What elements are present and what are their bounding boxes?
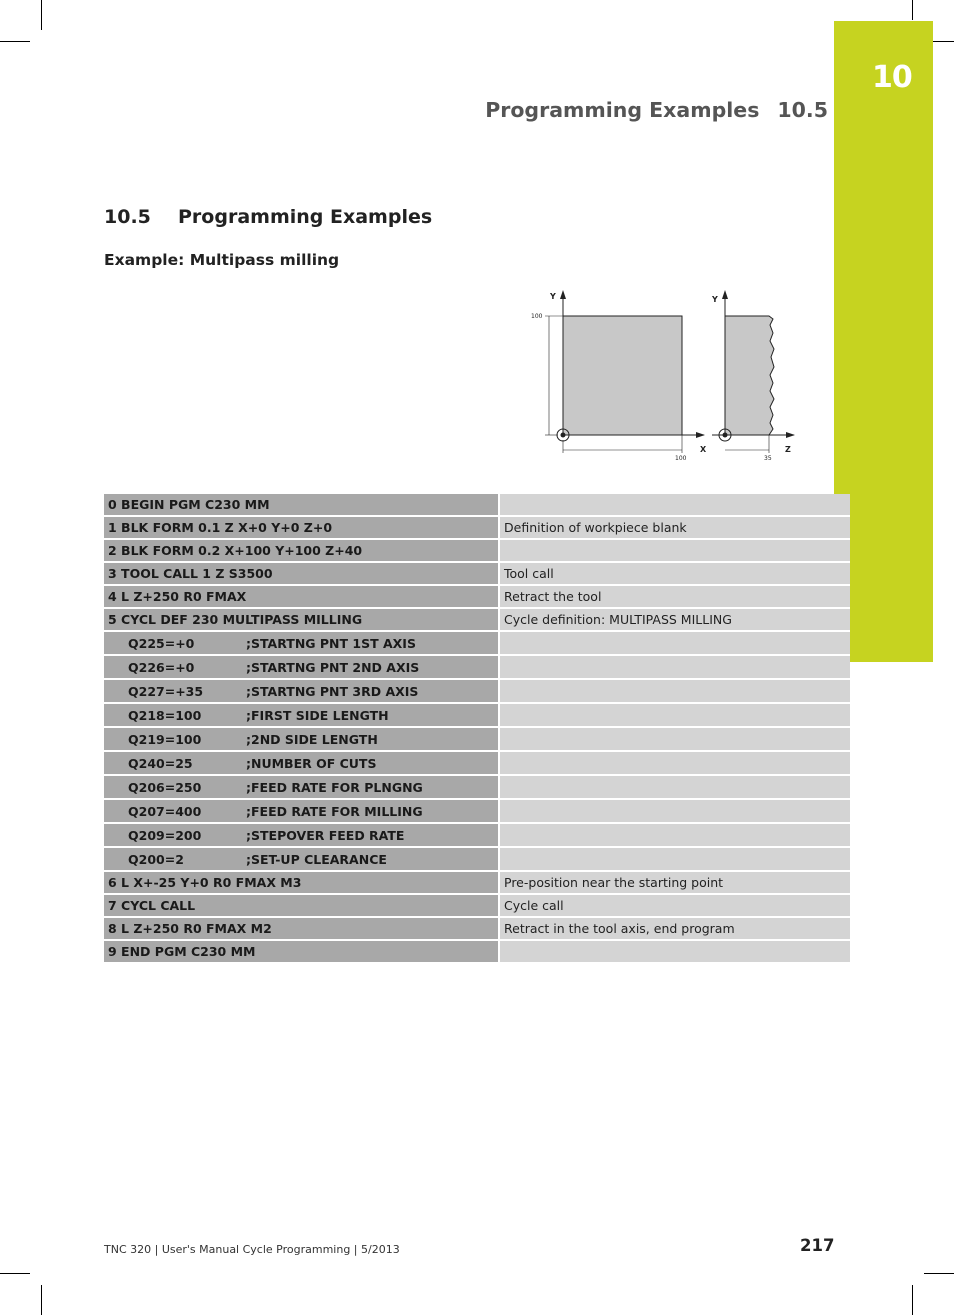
cycle-parameter <box>104 752 498 776</box>
parameter-comment: ;NUMBER OF CUTS <box>246 755 377 771</box>
parameter-comment: ;STARTNG PNT 2ND AXIS <box>246 659 420 675</box>
cycle-parameter-row <box>104 680 850 704</box>
program-line <box>104 563 850 586</box>
nc-description <box>498 848 850 872</box>
cycle-parameter-row <box>104 704 850 728</box>
running-head <box>485 98 828 122</box>
cycle-parameter-row <box>104 752 850 776</box>
dim-35: 35 <box>764 455 772 462</box>
crop-mark <box>912 0 913 20</box>
parameter-comment: ;FEED RATE FOR PLNGNG <box>246 779 423 795</box>
parameter-value: Q207=400 <box>128 803 202 819</box>
running-head-title: Programming Examples <box>485 98 760 122</box>
x-axis-label: X <box>700 445 707 454</box>
x-axis-arrow <box>696 432 705 438</box>
cycle-parameter-row <box>104 776 850 800</box>
workpiece-top-view <box>563 316 682 435</box>
cycle-parameter-row <box>104 848 850 872</box>
nc-description: Pre-position near the starting point <box>498 872 850 895</box>
nc-description: Retract the tool <box>498 586 850 609</box>
crop-mark <box>41 1285 42 1315</box>
parameter-comment: ;SET-UP CLEARANCE <box>246 851 387 867</box>
nc-block: 4 L Z+250 R0 FMAX <box>104 586 498 609</box>
parameter-value: Q219=100 <box>128 731 202 747</box>
cycle-parameter <box>104 728 498 752</box>
parameter-value: Q225=+0 <box>128 635 195 651</box>
y-axis-arrow-right <box>722 290 728 299</box>
program-line <box>104 586 850 609</box>
nc-description <box>498 824 850 848</box>
nc-description <box>498 704 850 728</box>
program-line <box>104 872 850 895</box>
y-axis-label-right: Y <box>712 295 718 304</box>
nc-block: 0 BEGIN PGM C230 MM <box>104 494 498 517</box>
nc-block: 8 L Z+250 R0 FMAX M2 <box>104 918 498 941</box>
parameter-value: Q226=+0 <box>128 659 195 675</box>
running-head-section: 10.5 <box>777 98 828 122</box>
nc-description: Retract in the tool axis, end program <box>498 918 850 941</box>
y-axis-label-left: Y <box>550 292 556 301</box>
parameter-value: Q227=+35 <box>128 683 204 699</box>
program-line <box>104 517 850 540</box>
nc-description <box>498 540 850 563</box>
footer-text: TNC 320 | User's Manual Cycle Programming | 5/2013 <box>104 1243 400 1256</box>
z-axis-arrow <box>786 432 795 438</box>
cycle-parameter-row <box>104 632 850 656</box>
program-line <box>104 918 850 941</box>
cycle-parameter-row <box>104 656 850 680</box>
nc-description <box>498 941 850 964</box>
nc-description <box>498 776 850 800</box>
nc-description: Cycle definition: MULTIPASS MILLING <box>498 609 850 632</box>
page-number: 217 <box>800 1236 835 1255</box>
cycle-parameter-row <box>104 824 850 848</box>
cycle-parameter <box>104 632 498 656</box>
program-line <box>104 941 850 964</box>
cycle-parameter <box>104 848 498 872</box>
program-line <box>104 540 850 563</box>
nc-block: 5 CYCL DEF 230 MULTIPASS MILLING <box>104 609 498 632</box>
nc-description: Definition of workpiece blank <box>498 517 850 540</box>
parameter-comment: ;STARTNG PNT 1ST AXIS <box>246 635 416 651</box>
parameter-comment: ;STEPOVER FEED RATE <box>246 827 405 843</box>
nc-program-table <box>104 494 850 964</box>
cycle-parameter-row <box>104 800 850 824</box>
cycle-parameter-row <box>104 728 850 752</box>
program-line <box>104 494 850 517</box>
cycle-parameter <box>104 656 498 680</box>
nc-description <box>498 494 850 517</box>
crop-mark <box>912 1285 913 1315</box>
section-number: 10.5 <box>104 206 151 228</box>
nc-block: 7 CYCL CALL <box>104 895 498 918</box>
parameter-comment: ;FEED RATE FOR MILLING <box>246 803 423 819</box>
crop-mark <box>41 0 42 30</box>
nc-description: Tool call <box>498 563 850 586</box>
parameter-value: Q218=100 <box>128 707 202 723</box>
nc-description <box>498 656 850 680</box>
nc-description <box>498 680 850 704</box>
y-axis-arrow <box>560 290 566 299</box>
cycle-parameter <box>104 704 498 728</box>
parameter-comment: ;FIRST SIDE LENGTH <box>246 707 389 723</box>
crop-mark <box>0 41 30 42</box>
cycle-parameter <box>104 824 498 848</box>
cycle-parameter <box>104 800 498 824</box>
dim-100-vertical: 100 <box>531 313 543 320</box>
subsection-title: Example: Multipass milling <box>104 251 340 269</box>
nc-description <box>498 632 850 656</box>
parameter-value: Q206=250 <box>128 779 202 795</box>
nc-block: 6 L X+-25 Y+0 R0 FMAX M3 <box>104 872 498 895</box>
cycle-parameter <box>104 776 498 800</box>
parameter-value: Q240=25 <box>128 755 193 771</box>
dim-100-horizontal: 100 <box>675 455 687 462</box>
nc-description <box>498 800 850 824</box>
parameter-value: Q200=2 <box>128 851 184 867</box>
crop-mark <box>924 1273 954 1274</box>
program-line <box>104 609 850 632</box>
z-axis-label: Z <box>785 445 791 454</box>
chapter-number: 10 <box>872 60 912 95</box>
nc-description <box>498 728 850 752</box>
nc-block: 1 BLK FORM 0.1 Z X+0 Y+0 Z+0 <box>104 517 498 540</box>
nc-block: 9 END PGM C230 MM <box>104 941 498 964</box>
crop-mark <box>0 1273 30 1274</box>
parameter-comment: ;STARTNG PNT 3RD AXIS <box>246 683 419 699</box>
cycle-parameter <box>104 680 498 704</box>
nc-block: 3 TOOL CALL 1 Z S3500 <box>104 563 498 586</box>
parameter-value: Q209=200 <box>128 827 202 843</box>
workpiece-side-view <box>725 316 774 435</box>
section-heading: Programming Examples <box>178 206 433 228</box>
parameter-comment: ;2ND SIDE LENGTH <box>246 731 378 747</box>
workpiece-figure <box>524 283 808 465</box>
nc-description <box>498 752 850 776</box>
nc-description: Cycle call <box>498 895 850 918</box>
program-line <box>104 895 850 918</box>
nc-block: 2 BLK FORM 0.2 X+100 Y+100 Z+40 <box>104 540 498 563</box>
section-title <box>104 206 432 228</box>
